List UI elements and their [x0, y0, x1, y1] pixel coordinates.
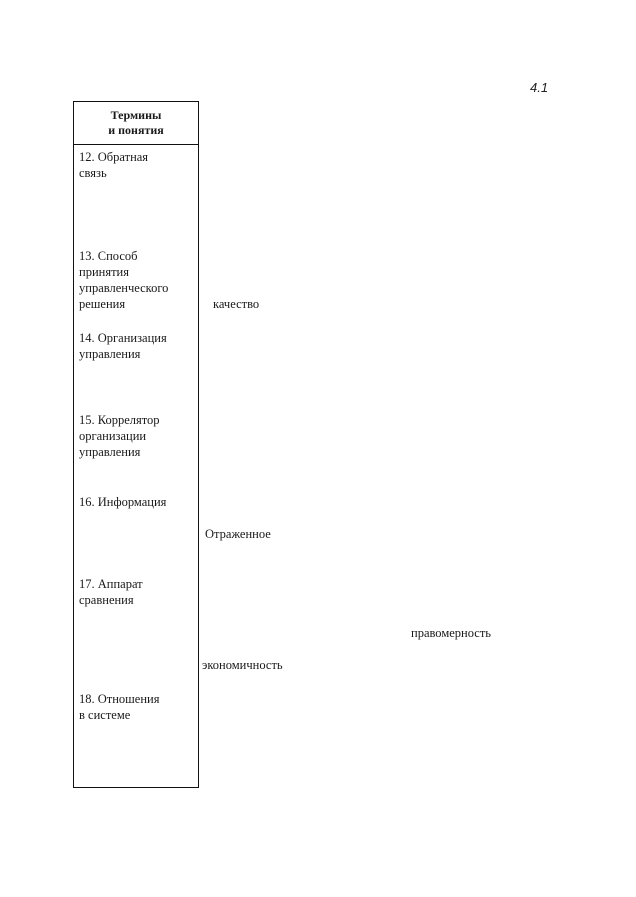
term-13-decision-method: 13. Способ принятия управленческого решения	[79, 249, 169, 311]
table-header-line-2: и понятия	[108, 123, 164, 137]
term-15-correlator: 15. Коррелятор организации управления	[79, 413, 160, 459]
term-16-information: 16. Информация	[79, 495, 167, 509]
annotation-reflected: Отраженное	[205, 527, 271, 541]
annotation-legality: правомерность	[411, 626, 491, 640]
page-number: 4.1	[530, 80, 549, 95]
term-12-feedback: 12. Обратная связь	[79, 150, 149, 180]
term-18-system-relations: 18. Отношения в системе	[79, 692, 160, 722]
table-header	[74, 102, 198, 145]
annotation-economy: экономичность	[202, 658, 283, 672]
term-17-comparison-apparatus: 17. Аппарат сравнения	[79, 577, 143, 607]
annotation-quality: качество	[213, 297, 260, 311]
table-header-line-1: Термины	[110, 108, 162, 122]
term-14-management-organization: 14. Организация управления	[79, 331, 167, 361]
terms-table	[73, 101, 199, 788]
